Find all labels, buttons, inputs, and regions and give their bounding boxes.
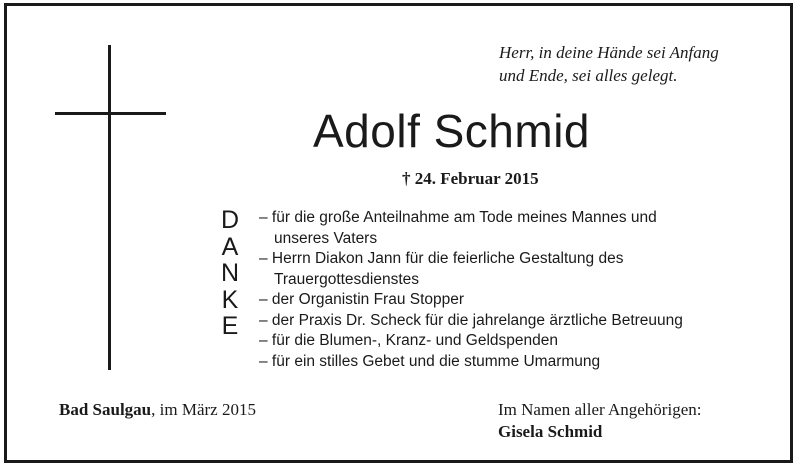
notice-date: , im März 2015 (151, 400, 256, 419)
thanks-item: – Herrn Diakon Jann für die feierliche Gestaltung des (259, 250, 624, 267)
thanks-item: – der Organistin Frau Stopper (259, 291, 465, 308)
death-date: † 24. Februar 2015 (402, 169, 539, 188)
place-and-date (59, 399, 256, 421)
thanks-item: – der Praxis Dr. Scheck für die jahrelange ärztliche Betreuung (259, 311, 683, 329)
danke-letter: N (220, 259, 240, 287)
thanks-list (259, 208, 789, 372)
deceased-name: Adolf Schmid (313, 105, 591, 157)
cross-vertical-beam (108, 45, 111, 370)
bible-verse (499, 41, 789, 87)
danke-letter: K (221, 285, 239, 314)
signer-name: Gisela Schmid (498, 422, 603, 441)
thanks-item: – für die Blumen-, Kranz- und Geldspenden (259, 332, 558, 349)
thanks-item-continuation: unseres Vaters (274, 229, 378, 247)
on-behalf-text: Im Namen aller Angehörigen: (498, 400, 702, 419)
thanks-item: – für die große Anteilnahme am Tode meines Mannes und (259, 209, 657, 226)
thanks-item: – für ein stilles Gebet und die stumme Umarmung (259, 352, 601, 370)
verse-line-1: Herr, in deine Hände sei Anfang (499, 43, 719, 62)
obituary-notice (4, 3, 793, 463)
verse-line-2: und Ende, sei alles gelegt. (499, 66, 678, 85)
cross-horizontal-beam (55, 112, 166, 115)
danke-letter: A (221, 232, 239, 261)
thanks-item-continuation: Trauergottesdienstes (274, 270, 420, 288)
danke-letter: E (221, 312, 239, 340)
danke-acrostic (212, 207, 248, 340)
place-name: Bad Saulgau (59, 400, 152, 419)
signature-block (498, 399, 701, 443)
danke-letter: D (220, 206, 240, 234)
